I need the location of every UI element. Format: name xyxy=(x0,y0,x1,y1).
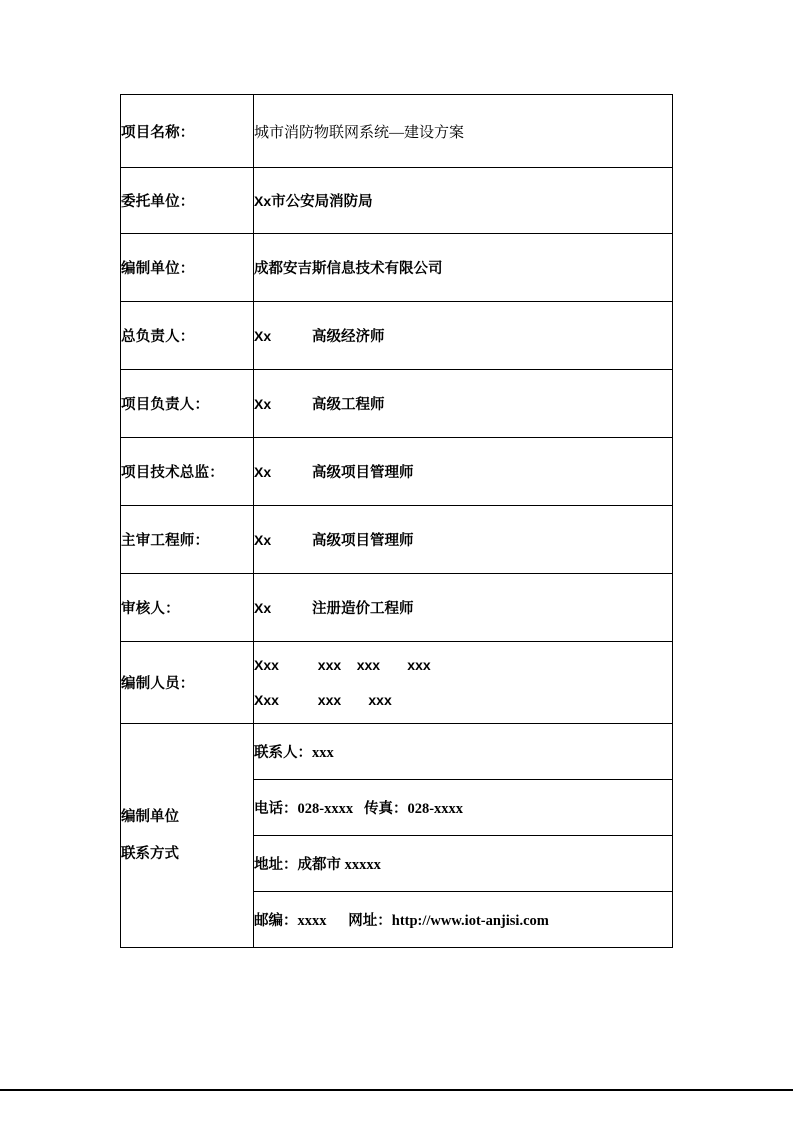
table-row xyxy=(121,370,673,438)
row-value-compilers xyxy=(254,642,673,724)
fax-key: 传真： xyxy=(363,801,408,817)
address-key: 地址： xyxy=(254,857,298,873)
table-row xyxy=(121,168,673,234)
row-label-compiling-unit: 编制单位： xyxy=(121,234,254,302)
kv-gap xyxy=(353,801,364,817)
row-value-technical-director xyxy=(254,438,673,506)
postcode-key: 邮编： xyxy=(254,913,298,929)
reviewer-role: 注册造价工程师 xyxy=(312,601,414,617)
project-manager-role: 高级工程师 xyxy=(312,397,385,413)
row-label-chief-review-engineer: 主审工程师： xyxy=(121,506,254,574)
table-row xyxy=(121,642,673,724)
contact-label-line-2: 联系方式 xyxy=(121,845,179,862)
table-row xyxy=(121,234,673,302)
website-key: 网址： xyxy=(348,913,392,929)
reviewer-name: Xx xyxy=(254,600,272,616)
postcode-value: xxxx xyxy=(297,913,327,929)
row-value-chief-review-engineer xyxy=(254,506,673,574)
fax-value: 028-xxxx xyxy=(407,801,464,817)
contact-person-value: xxx xyxy=(312,745,334,761)
table-row xyxy=(121,95,673,168)
phone-value: 028-xxxx xyxy=(297,801,354,817)
row-value-compiling-unit xyxy=(254,234,673,302)
client-unit-text: 市公安局消防局 xyxy=(271,194,373,210)
row-value-contact-person xyxy=(254,724,673,780)
row-value-phone-fax xyxy=(254,780,673,836)
address-city: 成都市 xyxy=(297,857,345,873)
row-label-technical-director: 项目技术总监： xyxy=(121,438,254,506)
client-unit-prefix: Xx xyxy=(254,193,272,209)
row-value-project-name xyxy=(254,95,673,168)
row-label-client-unit: 委托单位： xyxy=(121,168,254,234)
chief-review-engineer-name: Xx xyxy=(254,532,272,548)
phone-key: 电话： xyxy=(254,801,298,817)
table-row xyxy=(121,574,673,642)
footer-divider xyxy=(0,1089,793,1091)
row-label-project-name: 项目名称： xyxy=(121,95,254,168)
technical-director-name: Xx xyxy=(254,464,272,480)
website-url: http://www.iot-anjisi.com xyxy=(391,913,549,929)
row-value-general-manager xyxy=(254,302,673,370)
row-label-general-manager: 总负责人： xyxy=(121,302,254,370)
row-value-address xyxy=(254,836,673,892)
table-row xyxy=(121,506,673,574)
project-name-text: 城市消防物联网系统—建设方案 xyxy=(254,124,465,141)
row-label-contact-info xyxy=(121,724,254,948)
row-value-project-manager xyxy=(254,370,673,438)
row-label-reviewer: 审核人： xyxy=(121,574,254,642)
address-value: xxxxx xyxy=(344,857,381,873)
table-row xyxy=(121,724,673,780)
row-label-project-manager: 项目负责人： xyxy=(121,370,254,438)
compilers-line-2: Xxx xxx xxx xyxy=(254,692,392,708)
project-manager-name: Xx xyxy=(254,396,272,412)
general-manager-name: Xx xyxy=(254,328,272,344)
project-info-table xyxy=(120,94,673,948)
table-row xyxy=(121,438,673,506)
technical-director-role: 高级项目管理师 xyxy=(312,465,414,481)
row-value-client-unit xyxy=(254,168,673,234)
row-value-reviewer xyxy=(254,574,673,642)
contact-label-line-1: 编制单位 xyxy=(121,809,179,825)
general-manager-role: 高级经济师 xyxy=(312,329,385,345)
compilers-line-1: Xxx xxx xxx xxx xyxy=(254,657,431,673)
contact-person-key: 联系人： xyxy=(254,745,312,761)
table-row xyxy=(121,302,673,370)
compiling-unit-text: 成都安吉斯信息技术有限公司 xyxy=(254,261,443,277)
chief-review-engineer-role: 高级项目管理师 xyxy=(312,533,414,549)
row-value-postcode-website xyxy=(254,892,673,948)
kv-gap xyxy=(327,913,349,929)
row-label-compilers: 编制人员： xyxy=(121,642,254,724)
